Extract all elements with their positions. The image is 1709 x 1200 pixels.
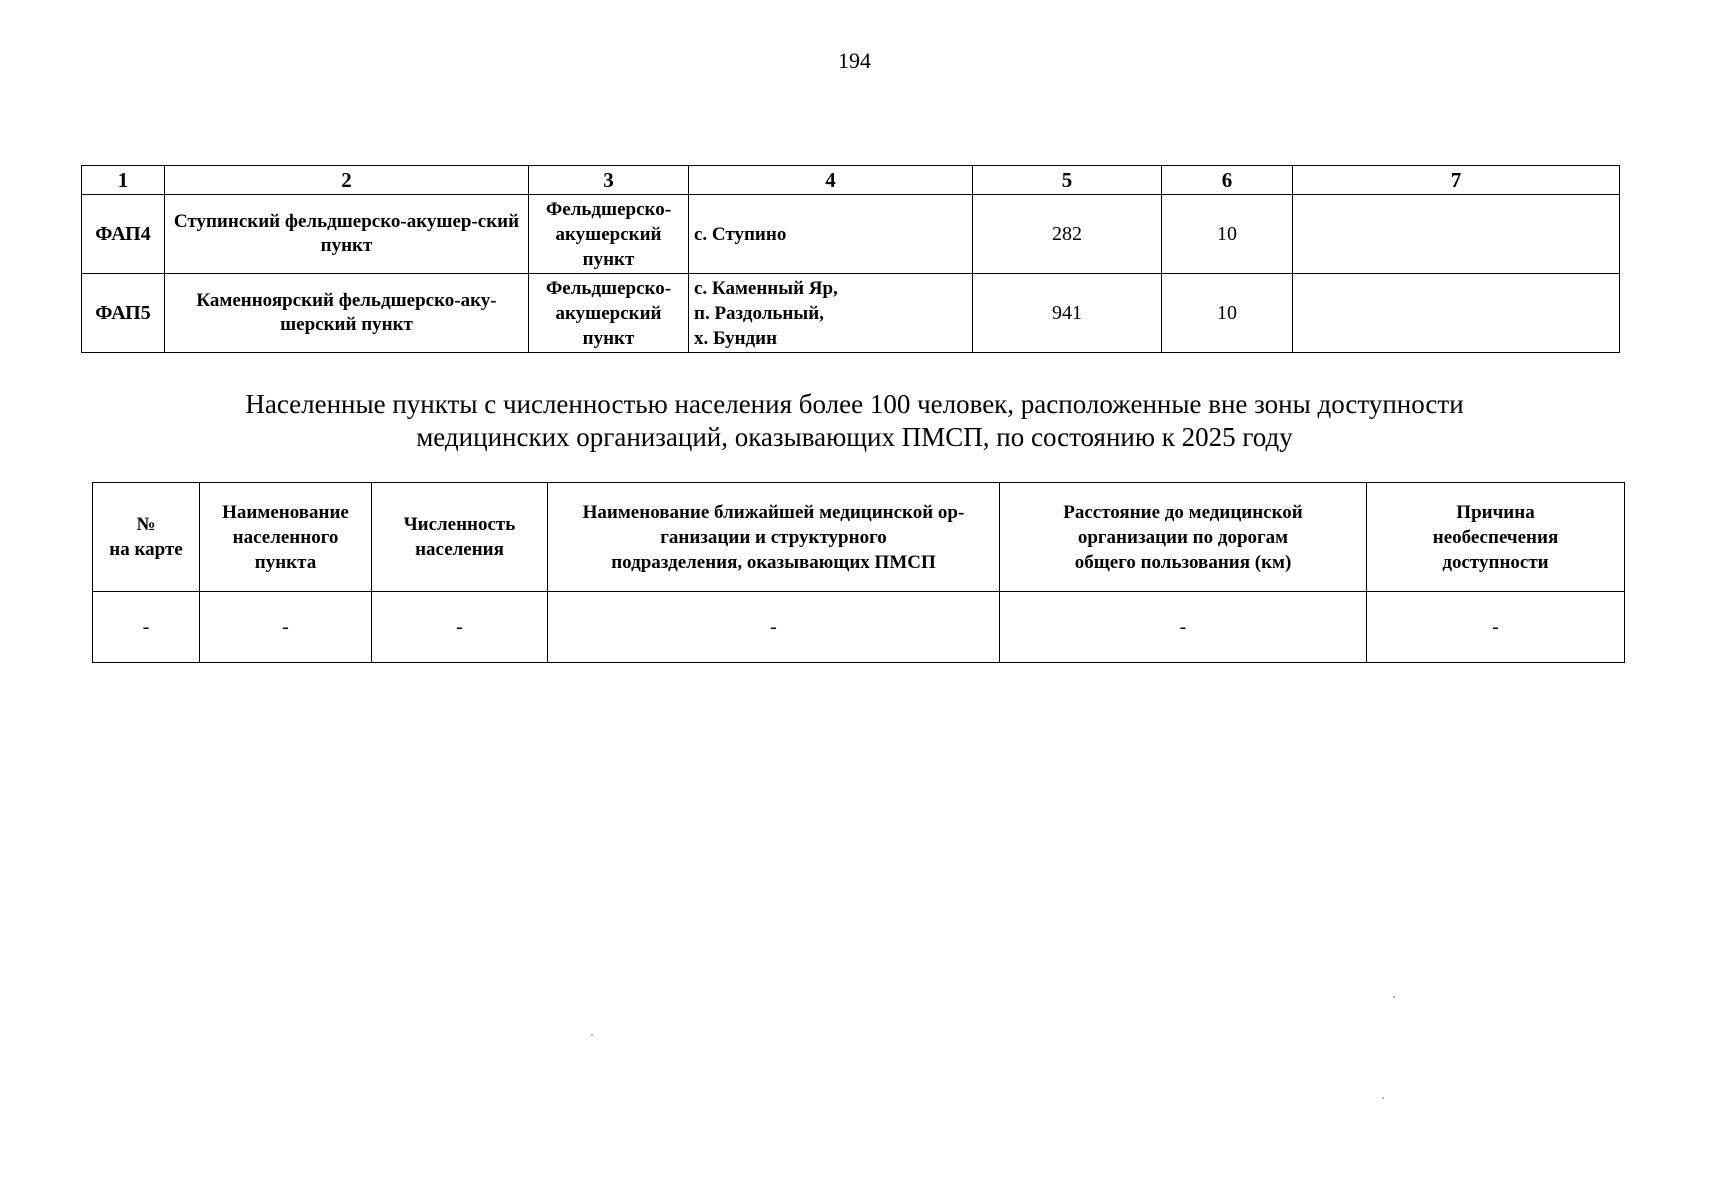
header-line: на карте: [109, 539, 183, 560]
header-line: доступности: [1442, 551, 1549, 573]
scan-speck: [591, 1034, 593, 1036]
header-line: необеспечения: [1432, 526, 1559, 548]
header-line: №: [136, 514, 156, 535]
column-number: 5: [973, 166, 1162, 195]
table-cell: -: [372, 592, 548, 663]
scan-speck: [1393, 996, 1395, 998]
column-number: 7: [1293, 166, 1620, 195]
header-nearest-organization: [548, 483, 1000, 592]
facility-note: [1293, 195, 1620, 274]
facility-name: Ступинский фельдшерско-акушер-ский пункт: [165, 195, 529, 274]
facility-type: Фельдшерско-акушерский пункт: [529, 274, 689, 353]
table-row: [82, 195, 1620, 274]
scan-speck: [1382, 1097, 1384, 1099]
column-number: 1: [82, 166, 165, 195]
table-cell: -: [1000, 592, 1367, 663]
header-map-number: [93, 483, 200, 592]
header-line: Расстояние до медицинской: [1063, 501, 1303, 523]
settlements-table: [92, 482, 1625, 663]
header-line: Наименование: [222, 501, 349, 523]
table-header-row: [93, 483, 1625, 592]
column-number: 3: [529, 166, 689, 195]
header-line: населения: [415, 539, 504, 560]
header-distance: [1000, 483, 1367, 592]
facility-localities: [689, 195, 973, 274]
header-line: Численность: [403, 514, 516, 535]
facility-distance: 10: [1162, 274, 1293, 353]
page-number: 194: [838, 48, 871, 73]
header-line: населенного: [232, 526, 339, 548]
locality: х. Бундин: [694, 327, 778, 349]
locality: с. Каменный Яр,: [694, 277, 838, 299]
facility-name: Каменноярский фельдшерско-аку-шерский пункт: [165, 274, 529, 353]
table-cell: -: [200, 592, 372, 663]
facility-type: Фельдшерско-акушерский пункт: [529, 195, 689, 274]
column-number: 4: [689, 166, 973, 195]
facility-localities: [689, 274, 973, 353]
facility-population: 282: [973, 195, 1162, 274]
header-line: Наименование ближайшей медицинской ор-: [582, 501, 965, 523]
table-row: [93, 592, 1625, 663]
header-line: общего пользования (км): [1074, 551, 1292, 573]
locality: п. Раздольный,: [694, 302, 824, 324]
header-line: Причина: [1456, 501, 1535, 523]
header-line: подразделения, оказывающих ПМСП: [611, 551, 936, 573]
section-title-line: Населенные пункты с численностью населения более 100 человек, расположенные вне зоны доступности: [245, 389, 1464, 419]
header-line: ганизации и структурного: [660, 526, 887, 548]
header-reason: [1367, 483, 1625, 592]
facility-note: [1293, 274, 1620, 353]
locality: с. Ступино: [694, 223, 787, 245]
header-line: организации по дорогам: [1077, 526, 1289, 548]
table-cell: -: [548, 592, 1000, 663]
table-cell: -: [1367, 592, 1625, 663]
header-settlement-name: [200, 483, 372, 592]
facilities-table: [81, 165, 1620, 353]
table-cell: -: [93, 592, 200, 663]
header-population: [372, 483, 548, 592]
column-number-row: [82, 166, 1620, 195]
header-line: пункта: [254, 551, 317, 573]
facility-population: 941: [973, 274, 1162, 353]
facility-distance: 10: [1162, 195, 1293, 274]
column-number: 6: [1162, 166, 1293, 195]
table-row: [82, 274, 1620, 353]
facility-code: ФАП5: [82, 274, 165, 353]
section-title-line: медицинских организаций, оказывающих ПМСП, по состоянию к 2025 году: [416, 422, 1293, 452]
section-title: [100, 388, 1609, 454]
column-number: 2: [165, 166, 529, 195]
facility-code: ФАП4: [82, 195, 165, 274]
